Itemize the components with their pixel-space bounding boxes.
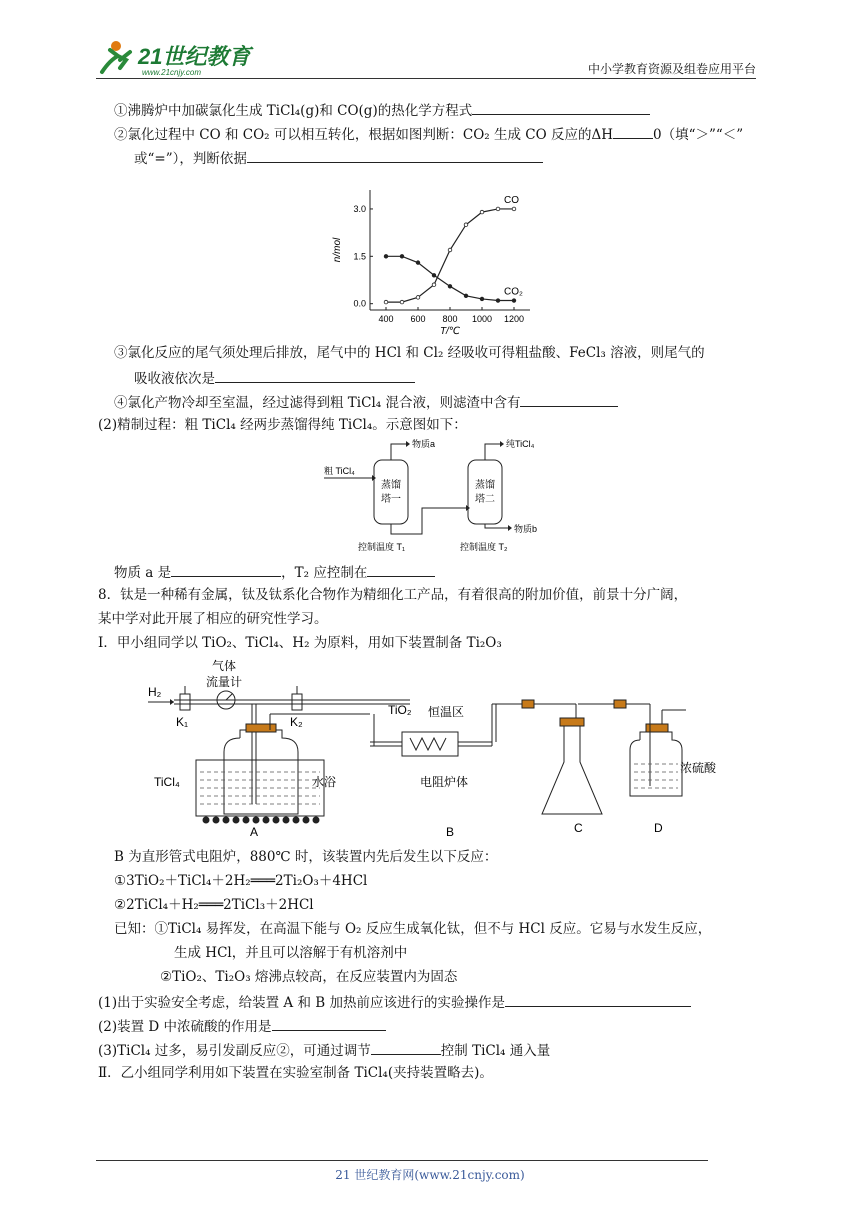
y-tick-label: 3.0 — [353, 203, 366, 214]
substance-b-label: 物质b — [514, 524, 538, 534]
question-line: 已知：①TiCl₄ 易挥发，在高温下能与 O₂ 反应生成氧化钛，但不与 HCl 反应。它易与水发生反应， — [114, 921, 712, 937]
data-point — [432, 283, 436, 287]
data-point — [400, 255, 404, 259]
data-point — [464, 294, 468, 298]
co-co2-chart — [330, 180, 540, 340]
data-point — [416, 296, 420, 300]
furnace-b — [402, 732, 458, 756]
data-point — [432, 273, 436, 277]
site-logo — [96, 38, 266, 82]
y-tick-label: 0.0 — [353, 298, 366, 309]
tower-two — [468, 460, 502, 524]
data-point — [496, 207, 500, 211]
series-line-1 — [386, 256, 514, 300]
hot-zone-label: 恒温区 — [428, 705, 465, 719]
acid-label: 浓硫酸 — [680, 761, 717, 775]
question-line: 8．钛是一种稀有金属，钛及钛系化合物作为精细化工产品，有着很高的附加价值，前景十分广阔， — [98, 587, 688, 603]
question-line: 生成 HCl，并且可以溶解于有机溶剂中 — [174, 945, 408, 961]
label-d: D — [654, 821, 663, 835]
question-line: (3)TiCl₄ 过多，易引发副反应②，可通过调节 控制 TiCl₄ 通入量 — [98, 1040, 550, 1060]
data-point — [512, 207, 516, 211]
question-line: 物质 a 是 ，T₂ 应控制在 — [114, 562, 435, 582]
k1-label: K₁ — [176, 715, 189, 729]
apparatus-diagram — [140, 654, 717, 840]
x-tick-label: 1000 — [471, 314, 493, 324]
data-point — [480, 297, 484, 301]
temp-t1-label: 控制温度 T₁ — [358, 542, 406, 552]
label-b: B — [446, 825, 455, 839]
x-axis-label: T/℃ — [439, 326, 461, 337]
substance-a-label: 物质a — [412, 439, 436, 449]
temp-t2-label: 控制温度 T₂ — [460, 542, 508, 552]
footer-divider — [96, 1160, 708, 1161]
reaction-2: ②2TiCl₄＋H₂═══2TiCl₃＋2HCl — [114, 897, 314, 913]
question-line: (2)精制过程：粗 TiCl₄ 经两步蒸馏得纯 TiCl₄。示意图如下： — [98, 417, 467, 433]
flask-c — [542, 726, 602, 814]
data-point — [480, 210, 484, 214]
question-line: 吸收液依次是 — [134, 368, 415, 388]
series-label: CO — [504, 194, 519, 206]
question-line: ③氯化反应的尾气须处理后排放，尾气中的 HCl 和 Cl₂ 经吸收可得粗盐酸、FeCl₃ 溶液，则尾气的 — [114, 345, 705, 361]
header-platform-text: 中小学教育资源及组卷应用平台 — [587, 62, 756, 76]
valve-k1 — [180, 694, 190, 710]
question-line: B 为直形管式电阻炉，880℃ 时，该装置内先后发生以下反应： — [114, 849, 498, 865]
header-divider — [96, 78, 756, 79]
tower-one — [374, 460, 408, 524]
h2-label: H₂ — [148, 685, 162, 699]
tower-two-label: 塔二 — [475, 494, 495, 505]
footer-text: 21 世纪教育网(www.21cnjy.com) — [335, 1168, 525, 1182]
furnace-label: 电阻炉体 — [420, 775, 469, 789]
question-line: (1)出于实验安全考虑，给装置 A 和 B 加热前应该进行的实验操作是 — [98, 992, 691, 1012]
x-tick-label: 400 — [378, 314, 394, 324]
label-c: C — [574, 821, 583, 835]
data-point — [416, 261, 420, 265]
data-point — [400, 300, 404, 304]
question-line: Ⅰ．甲小组同学以 TiO₂、TiCl₄、H₂ 为原料，用如下装置制备 Ti₂O₃ — [98, 635, 502, 651]
valve-k2 — [292, 694, 302, 710]
crude-ticl4-label: 粗 TiCl₄ — [324, 466, 355, 476]
runner-logo-icon — [102, 41, 130, 72]
question-line: ②TiO₂、Ti₂O₃ 熔沸点较高，在反应装置内为固态 — [160, 969, 458, 985]
x-tick-label: 800 — [442, 314, 458, 324]
x-tick-label: 1200 — [503, 314, 525, 324]
reaction-1: ①3TiO₂＋TiCl₄＋2H₂═══2Ti₂O₃＋4HCl — [114, 873, 368, 889]
logo-url-text: www.21cnjy.com — [142, 68, 201, 77]
data-point — [464, 223, 468, 227]
ticl4-label: TiCl₄ — [154, 775, 180, 789]
data-point — [512, 299, 516, 303]
tower-one-label: 蒸馏 — [381, 480, 401, 491]
pure-ticl4-label: 纯TiCl₄ — [506, 439, 535, 449]
data-point — [496, 299, 500, 303]
logo-main-text: 21世纪教育 — [138, 44, 251, 69]
question-line: ①沸腾炉中加碳氯化生成 TiCl₄(g)和 CO(g)的热化学方程式 — [114, 100, 650, 120]
flowmeter-label: 气体 — [212, 659, 237, 673]
tio2-label: TiO₂ — [388, 703, 412, 717]
water-bath-label: 水浴 — [312, 775, 337, 789]
series-label: CO₂ — [504, 286, 523, 298]
question-line: ②氯化过程中 CO 和 CO₂ 可以相互转化，根据如图判断：CO₂ 生成 CO 反应的ΔH 0（填“＞”“＜” — [114, 124, 743, 144]
label-a: A — [250, 825, 259, 839]
distillation-diagram — [310, 436, 560, 556]
question-line: 或“=”），判断依据 — [134, 148, 543, 168]
question-line: (2)装置 D 中浓硫酸的作用是 — [98, 1016, 386, 1036]
question-line: ④氯化产物冷却至室温，经过滤得到粗 TiCl₄ 混合液，则滤渣中含有 — [114, 392, 618, 412]
data-point — [384, 255, 388, 259]
data-point — [448, 248, 452, 252]
k2-label: K₂ — [290, 715, 303, 729]
tower-two-label: 蒸馏 — [475, 480, 495, 491]
flowmeter-label: 流量计 — [206, 675, 243, 689]
y-axis-label: n/mol — [332, 237, 343, 263]
y-tick-label: 1.5 — [353, 251, 366, 262]
data-point — [448, 285, 452, 289]
question-line: Ⅱ．乙小组同学利用如下装置在实验室制备 TiCl₄(夹持装置略去)。 — [98, 1065, 493, 1081]
question-line: 某中学对此开展了相应的研究性学习。 — [98, 611, 328, 627]
data-point — [384, 300, 388, 304]
tower-one-label: 塔一 — [381, 494, 401, 505]
x-tick-label: 600 — [410, 314, 426, 324]
